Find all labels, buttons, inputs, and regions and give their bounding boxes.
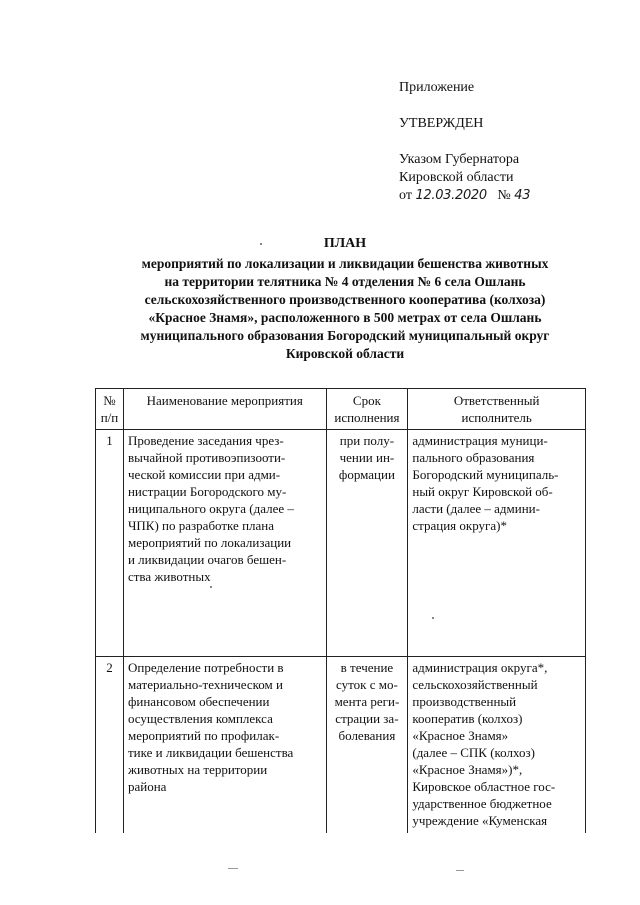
approval-stamp	[399, 79, 629, 205]
scan-artifact	[432, 617, 434, 619]
appendix-label: Приложение	[399, 80, 475, 95]
title-line: на территории телятника № 4 отделения № 6 села Ошлань	[164, 274, 526, 289]
title-line: муниципального образования Богородский муниципальный округ	[140, 328, 550, 343]
measure-responsible: администрация округа*, сельскохозяйственный производственный кооператив (колхоз) «Красное Знамя» (далее – СПК (колхоз) «Красное Знамя»)*, Кировское областное гос- ударственное бюджетное учреждение «Куменская	[408, 657, 586, 834]
document-title	[90, 235, 600, 363]
header-responsible: Ответственный исполнитель	[408, 389, 586, 430]
measure-name: Определение потребности в материально-техническом и финансовом обеспечении осуществления комплекса мероприятий по профилак- тике и ликвидации бешенства животных на территории района	[123, 657, 326, 834]
measure-term: в течение суток с мо- мента реги- страции за- болевания	[326, 657, 408, 834]
date-prefix: от	[399, 188, 412, 203]
number-prefix: №	[497, 188, 511, 203]
decree-line-1: Указом Губернатора	[399, 152, 520, 167]
measure-term: при полу- чении ин- формации	[326, 430, 408, 657]
scan-artifact	[210, 586, 212, 588]
title-line: «Красное Знамя», расположенного в 500 метрах от села Ошлань	[148, 310, 542, 325]
scan-artifact	[456, 870, 464, 871]
decree-date-number	[399, 187, 629, 205]
measure-responsible: администрация муници- пального образования Богородский муниципаль- ный округ Кировской об- ласти (далее – админи- страция округа)*	[408, 430, 586, 657]
title-line: сельскохозяйственного производственного кооператива (колхоза)	[144, 292, 546, 307]
approved-label: УТВЕРЖДЕН	[399, 116, 484, 131]
decree-line-2: Кировской области	[399, 170, 514, 185]
header-name: Наименование мероприятия	[123, 389, 326, 430]
header-num: № п/п	[96, 389, 124, 430]
header-term: Срок исполнения	[326, 389, 408, 430]
title-line: Кировской области	[285, 346, 405, 361]
table-row	[96, 430, 586, 657]
measures-table	[95, 388, 586, 833]
scan-artifact	[228, 868, 238, 869]
plan-heading: ПЛАН	[323, 236, 367, 251]
measure-name: Проведение заседания чрез- вычайной противоэпизооти- ческой комиссии при адми- нистрации Богородского му- ниципального округа (далее – ЧПК) по разработке плана мероприятий по локализации и ликвидации очагов бешен- ства животных	[123, 430, 326, 657]
row-number: 1	[96, 430, 124, 657]
row-number: 2	[96, 657, 124, 834]
table-header-row	[96, 389, 586, 430]
table-row	[96, 657, 586, 834]
number-value: 43	[514, 188, 531, 203]
scan-artifact	[260, 243, 262, 245]
title-line: мероприятий по локализации и ликвидации бешенства животных	[141, 256, 549, 271]
date-value: 12.03.2020	[415, 188, 487, 203]
